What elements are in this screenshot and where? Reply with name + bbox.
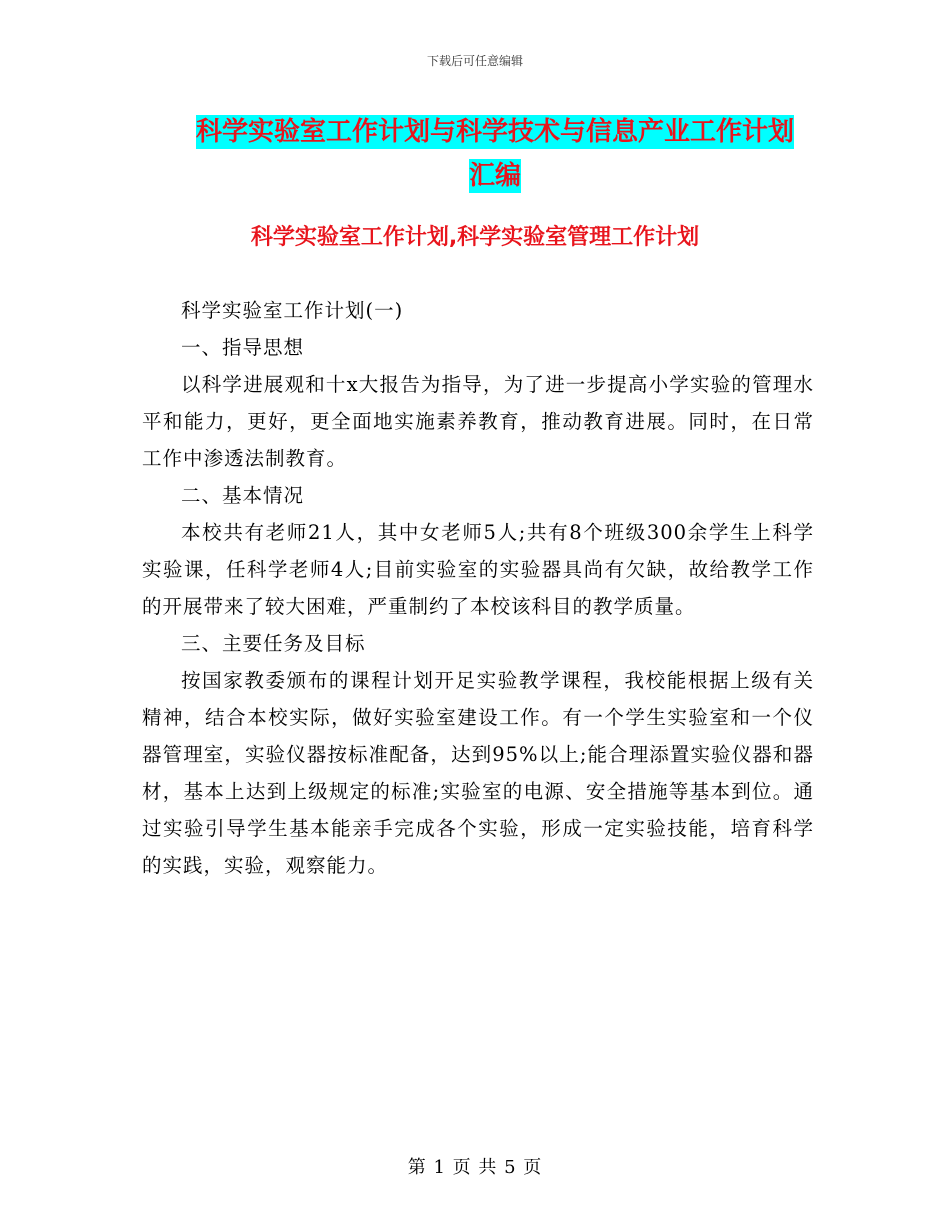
title-line-1: 科学实验室工作计划与科学技术与信息产业工作计划 <box>195 117 794 147</box>
paragraph-section-2-body: 本校共有老师21人，其中女老师5人;共有8个班级300余学生上科学实验课，任科学老师4人;目前实验室的实验器具尚有欠缺，故给教学工作的开展带来了较大困难，严重制约了本校该科目的教学质量。 <box>142 521 814 618</box>
paragraph-section-2-heading: 二、基本情况 <box>181 484 305 507</box>
document-title <box>140 110 850 198</box>
section-subtitle: 科学实验室工作计划,科学实验室管理工作计划 <box>250 225 700 250</box>
paragraph-plan-heading: 科学实验室工作计划(一) <box>181 299 404 322</box>
paragraph-section-1-heading: 一、指导思想 <box>181 336 305 359</box>
paragraph-section-1-body: 以科学进展观和十x大报告为指导，为了进一步提高小学实验的管理水平和能力，更好，更全面地实施素养教育，推动教育进展。同时，在日常工作中渗透法制教育。 <box>142 373 814 470</box>
paragraph-section-3-body: 按国家教委颁布的课程计划开足实验教学课程，我校能根据上级有关精神，结合本校实际，做好实验室建设工作。有一个学生实验室和一个仪器管理室，实验仪器按标准配备，达到95%以上;能合理添置实验仪器和器材，基本上达到上级规定的标准;实验室的电源、安全措施等基本到位。通过实验引导学生基本能亲手完成各个实验，形成一定实验技能，培育科学的实践，实验，观察能力。 <box>142 669 814 877</box>
title-line-2: 汇编 <box>468 161 521 191</box>
paragraph-section-3-heading: 三、主要任务及目标 <box>181 632 366 655</box>
page-number: 第 1 页 共 5 页 <box>407 1157 543 1178</box>
document-body <box>142 292 814 884</box>
header-note: 下载后可任意编辑 <box>426 54 523 68</box>
